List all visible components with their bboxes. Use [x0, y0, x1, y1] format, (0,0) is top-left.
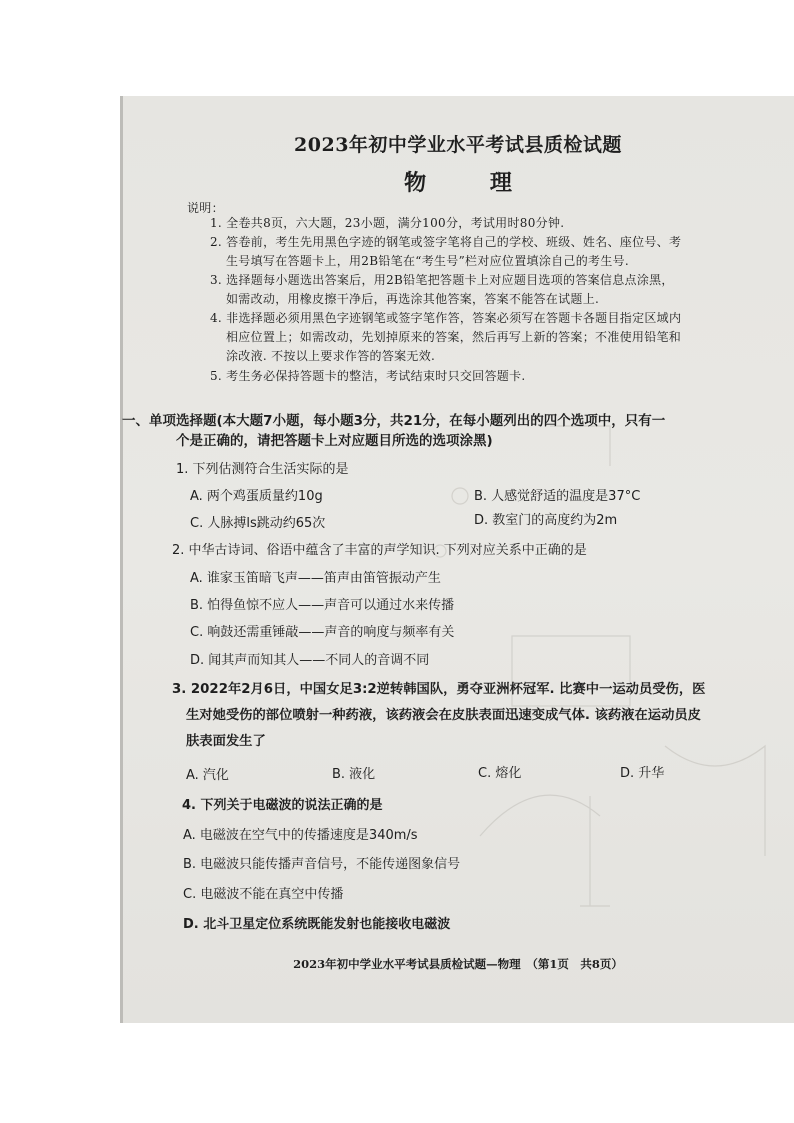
instruction-line: 3. 选择题每小题选出答案后，用2B铅笔把答题卡上对应题目选项的答案信息点涂黑，: [210, 273, 674, 287]
instruction-line: 5. 考生务必保持答题卡的整洁，考试结束时只交回答题卡.: [210, 369, 526, 383]
subject-title: 物 理: [404, 170, 540, 196]
option-d: D. 北斗卫星定位系统既能发射也能接收电磁波: [183, 917, 451, 932]
option-a: A. 谁家玉笛暗飞声——笛声由笛管振动产生: [190, 571, 441, 586]
instruction-line: 涂改液. 不按以上要求作答的答案无效.: [226, 349, 436, 363]
option-d: D. 教室门的高度约为2m: [474, 513, 618, 528]
option-a: A. 两个鸡蛋质量约10g: [190, 489, 323, 504]
option-c: C. 响鼓还需重锤敲——声音的响度与频率有关: [190, 625, 455, 640]
question-stem: 4. 下列关于电磁波的说法正确的是: [182, 798, 383, 813]
option-a: A. 电磁波在空气中的传播速度是340m/s: [183, 828, 418, 843]
page-footer: 2023年初中学业水平考试县质检试题—物理 （第1页 共8页）: [293, 957, 623, 971]
option-d: D. 升华: [620, 766, 665, 781]
instruction-line: 如需改动，用橡皮擦干净后，再选涂其他答案，答案不能答在试题上.: [226, 292, 600, 306]
instructions-label: 说明：: [187, 201, 224, 215]
instruction-line: 相应位置上；如需改动，先划掉原来的答案，然后再写上新的答案；不准使用铅笔和: [226, 330, 682, 344]
question-stem: 1. 下列估测符合生活实际的是: [176, 462, 349, 477]
section-heading-cont: 个是正确的，请把答题卡上对应题目所选的选项涂黑): [176, 433, 493, 449]
option-d: D. 闻其声而知其人——不同人的音调不同: [190, 653, 430, 668]
option-c: C. 人脉搏ls跳动约65次: [190, 516, 326, 531]
question-stem: 3. 2022年2月6日，中国女足3:2逆转韩国队，勇夺亚洲杯冠军. 比赛中一运动员受伤，医: [172, 682, 706, 697]
instruction-line: 生号填写在答题卡上，用2B铅笔在“考生号”栏对应位置填涂自己的考生号.: [226, 254, 630, 268]
instruction-line: 2. 答卷前，考生先用黑色字迹的钢笔或签字笔将自己的学校、班级、姓名、座位号、考: [210, 235, 682, 249]
option-c: C. 熔化: [478, 766, 522, 781]
option-b: B. 人感觉舒适的温度是37°C: [474, 489, 641, 504]
section-heading: 一、单项选择题(本大题7小题，每小题3分，共21分，在每小题列出的四个选项中，只有一: [122, 413, 666, 429]
instruction-line: 1. 全卷共8页，六大题，23小题，满分100分，考试用时80分钟.: [210, 216, 565, 230]
option-a: A. 汽化: [186, 768, 229, 783]
option-b: B. 电磁波只能传播声音信号，不能传递图象信号: [183, 857, 461, 872]
option-c: C. 电磁波不能在真空中传播: [183, 887, 344, 902]
question-stem-cont: 生对她受伤的部位喷射一种药液，该药液会在皮肤表面迅速变成气体. 该药液在运动员皮: [186, 708, 701, 723]
exam-page: [120, 96, 794, 1023]
question-stem: 2. 中华古诗词、俗语中蕴含了丰富的声学知识. 下列对应关系中正确的是: [172, 543, 587, 558]
question-stem-cont: 肤表面发生了: [186, 734, 266, 749]
option-b: B. 液化: [332, 767, 376, 782]
instruction-line: 4. 非选择题必须用黑色字迹钢笔或签字笔作答，答案必须写在答题卡各题目指定区域内: [210, 311, 682, 325]
option-b: B. 怕得鱼惊不应人——声音可以通过水来传播: [190, 598, 455, 613]
exam-title: 2023年初中学业水平考试县质检试题: [294, 134, 622, 156]
